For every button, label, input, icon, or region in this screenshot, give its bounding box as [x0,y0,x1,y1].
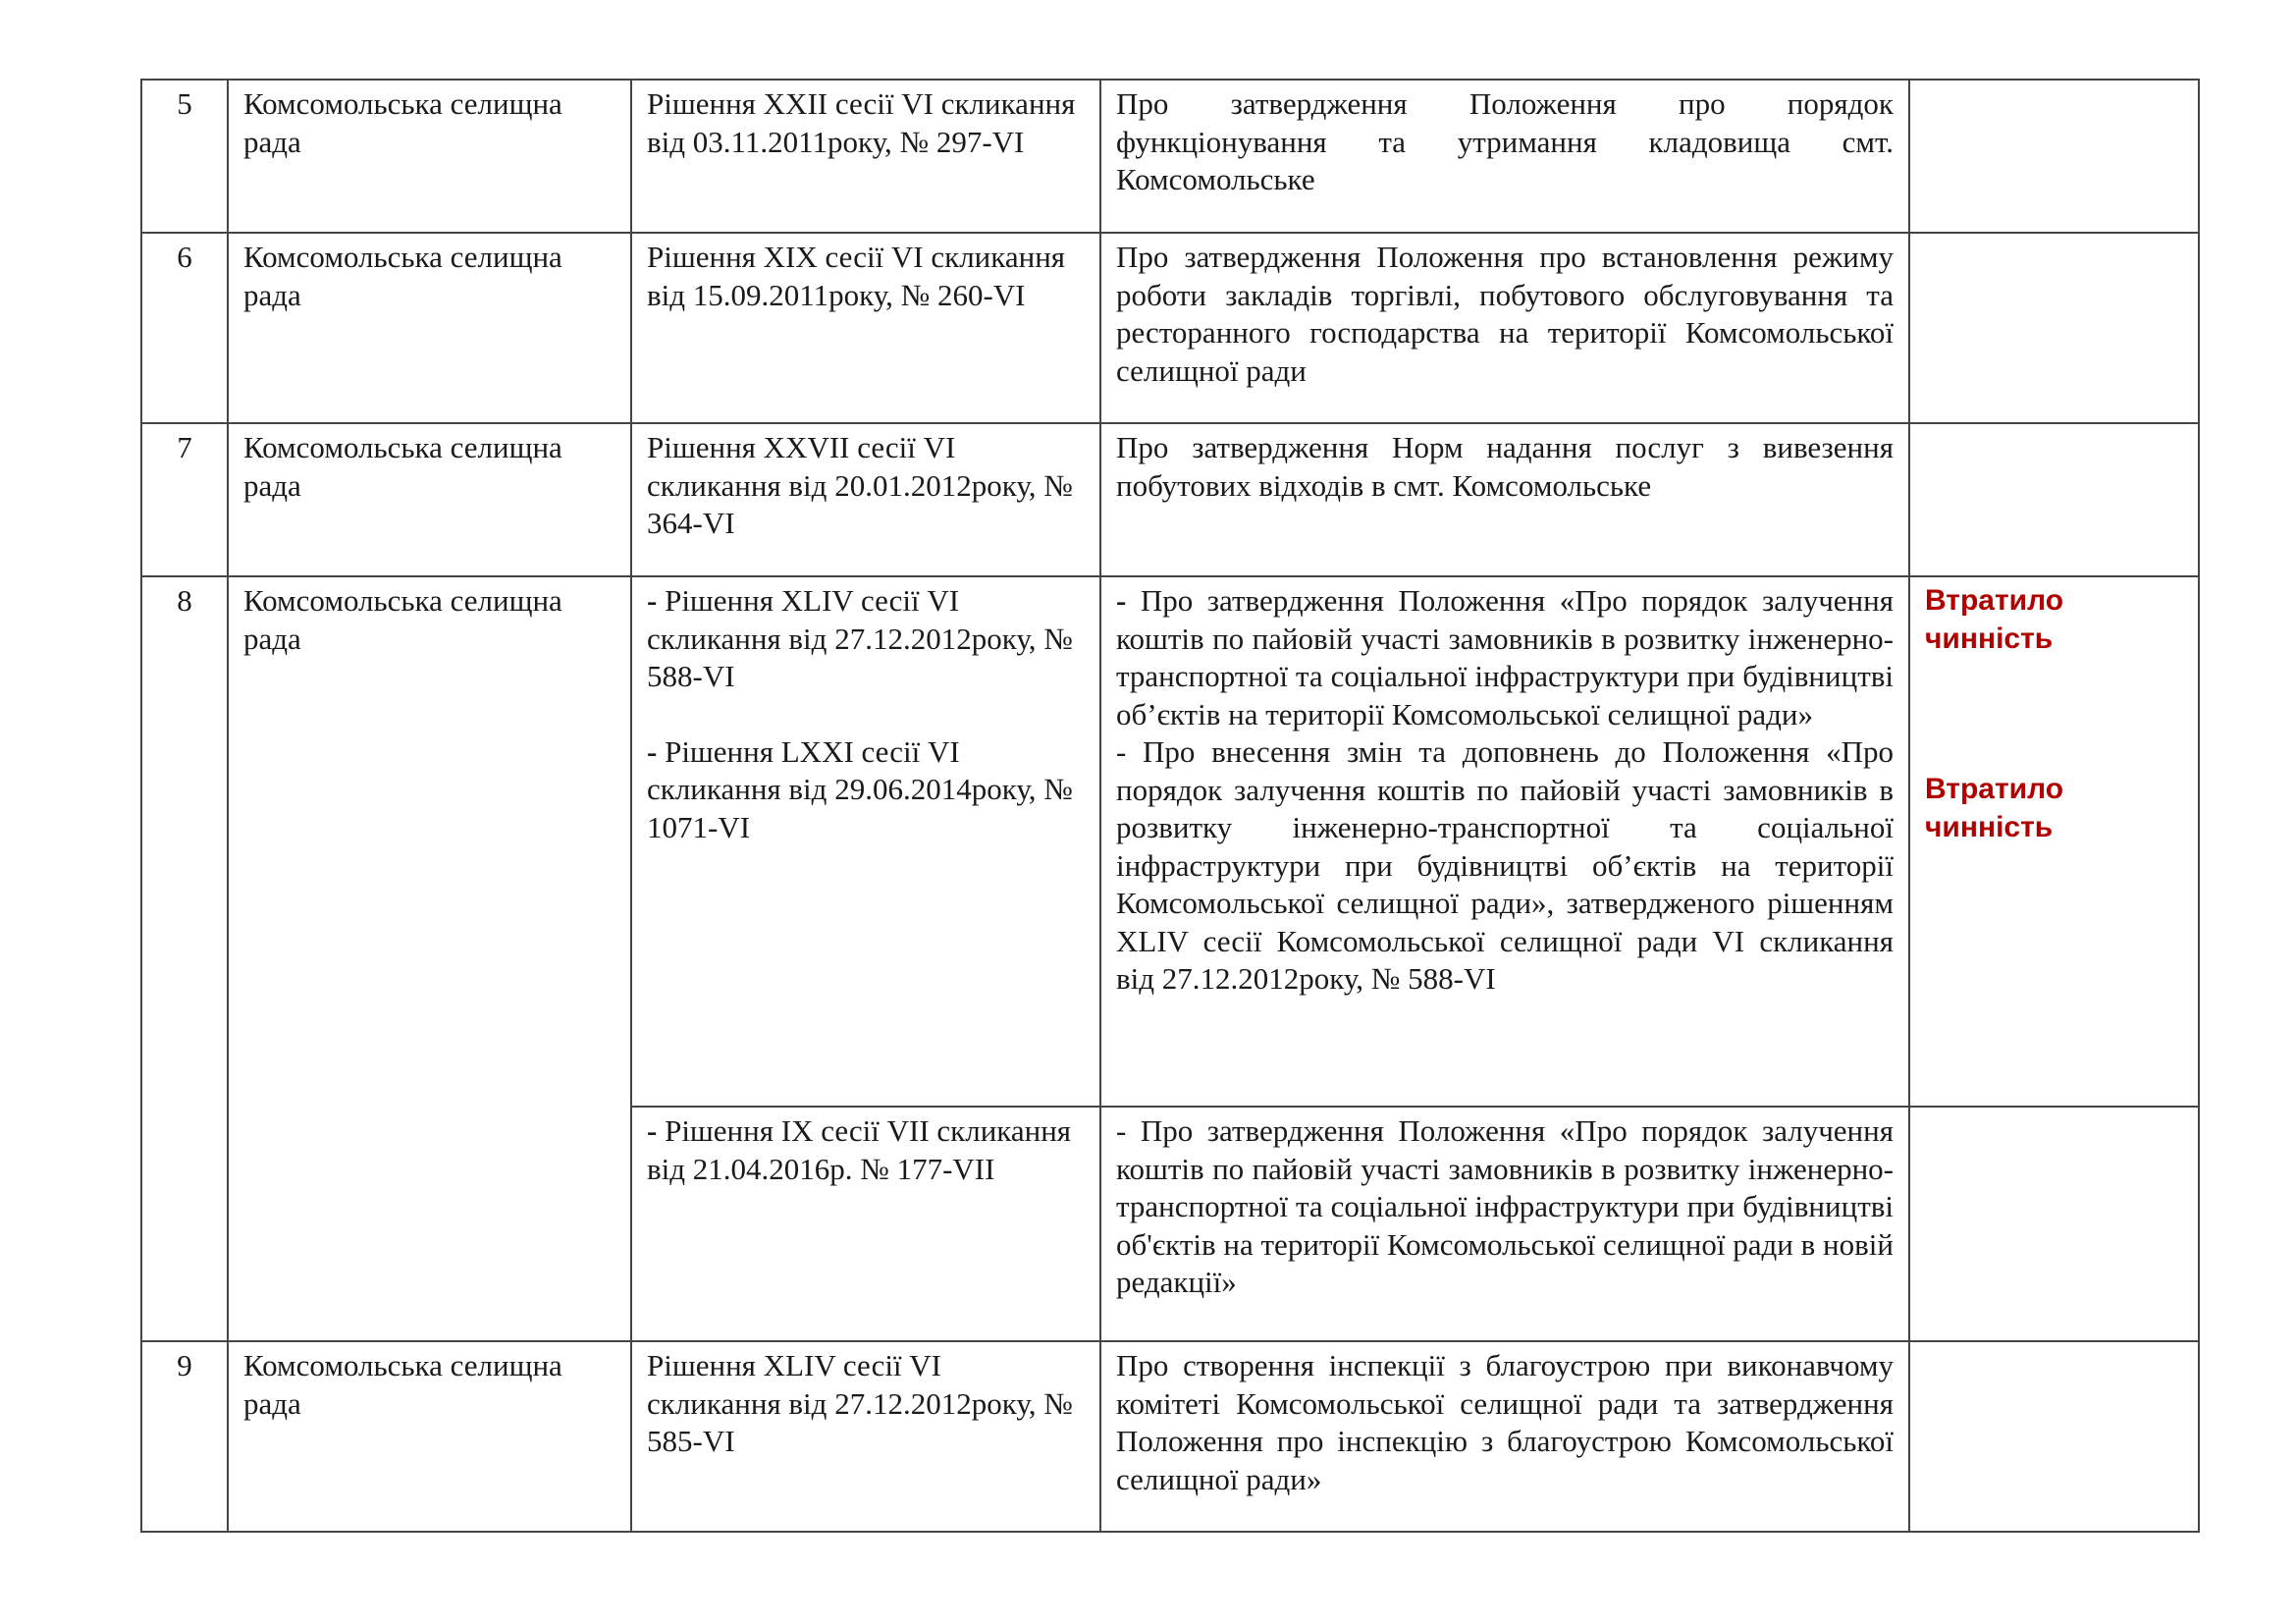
decision-text: Рішення XLIV сесії VI скликання від 27.12.2012року, № 588-VI [647,583,1073,693]
subject-cell: Про створення інспекції з благоустрою при виконавчому комітеті Комсомольської селищної ради та затвердження Положення про інспекцію з благоустрою Комсомольської селищної ради» [1100,1341,1909,1532]
status-cell [1909,576,2199,1107]
decision-cell [631,576,1100,1107]
decision-cell [631,1107,1100,1341]
table-row [141,233,2199,423]
bullet-dash: - [1116,734,1127,769]
decision-entry [647,733,1080,847]
bullet-dash: - [1116,1113,1127,1148]
status-cell [1909,1107,2199,1341]
bullet-dash: - [647,1113,658,1148]
issuer-cell: Комсомольська селищна рада [228,576,631,1341]
row-number: 7 [141,423,228,576]
row-number: 9 [141,1341,228,1532]
subject-text: Про внесення змін та доповнень до Положення «Про порядок залучення коштів по пайовій участі замовників в розвитку інженерно-транспортної та соціальної інфраструктури при будівництві об’єктів на території Комсомольської селищної ради», затвердженого рішенням XLIV сесії Комсомольської селищної ради VI скликання від 27.12.2012року, № 588-VI [1116,734,1894,996]
issuer-cell: Комсомольська селищна рада [228,423,631,576]
status-cell [1909,1341,2199,1532]
issuer-cell: Комсомольська селищна рада [228,233,631,423]
decision-cell: Рішення XLIV сесії VI скликання від 27.12.2012року, № 585-VI [631,1341,1100,1532]
status-badge: Втратило чинність [1925,584,2064,655]
subject-text: Про затвердження Положення «Про порядок залучення коштів по пайовій участі замовників в розвитку інженерно-транспортної та соціальної інфраструктури при будівництві об’єктів на території Комсомольської селищної ради» [1116,583,1894,731]
table-row [141,423,2199,576]
subject-cell [1100,576,1909,1107]
status-cell [1909,80,2199,233]
decision-cell: Рішення XXII сесії VI скликання від 03.11.2011року, № 297-VI [631,80,1100,233]
issuer-cell: Комсомольська селищна рада [228,80,631,233]
row-number: 6 [141,233,228,423]
bullet-dash: - [1116,583,1127,618]
status-badge: Втратило чинність [1925,773,2064,843]
subject-cell: Про затвердження Норм надання послуг з вивезення побутових відходів в смт. Комсомольське [1100,423,1909,576]
subject-entry [1116,582,1894,733]
subject-cell [1100,1107,1909,1341]
decision-entry [647,1112,1080,1188]
table-row [141,1341,2199,1532]
regulations-table [140,79,2200,1533]
row-number: 8 [141,576,228,1341]
subject-cell: Про затвердження Положення про порядок функціонування та утримання кладовища смт. Комсомольське [1100,80,1909,233]
issuer-cell: Комсомольська селищна рада [228,1341,631,1532]
decision-entry [647,582,1080,696]
bullet-dash: - [647,733,658,769]
spacer [1925,658,2188,771]
decision-text: Рішення IX сесії VII скликання від 21.04.2016р. № 177-VII [647,1113,1072,1186]
subject-entry [1116,733,1894,999]
row-number: 5 [141,80,228,233]
subject-entry [1116,1112,1894,1302]
status-cell [1909,233,2199,423]
subject-cell: Про затвердження Положення про встановлення режиму роботи закладів торгівлі, побутового обслуговування та ресторанного господарства на території Комсомольської селищної ради [1100,233,1909,423]
decision-cell: Рішення XXVII сесії VI скликання від 20.01.2012року, № 364-VI [631,423,1100,576]
bullet-dash: - [647,583,658,618]
table-row [141,576,2199,1107]
subject-text: Про затвердження Положення «Про порядок залучення коштів по пайовій участі замовників в розвитку інженерно-транспортної та соціальної інфраструктури при будівництві об'єктів на території Комсомольської селищної ради в новій редакції» [1116,1113,1894,1299]
decision-cell: Рішення XIX сесії VI скликання від 15.09.2011року, № 260-VI [631,233,1100,423]
table-row [141,80,2199,233]
status-cell [1909,423,2199,576]
spacer [647,696,1080,733]
decision-text: Рішення LXXI сесії VI скликання від 29.06.2014року, № 1071-VI [647,733,1073,844]
